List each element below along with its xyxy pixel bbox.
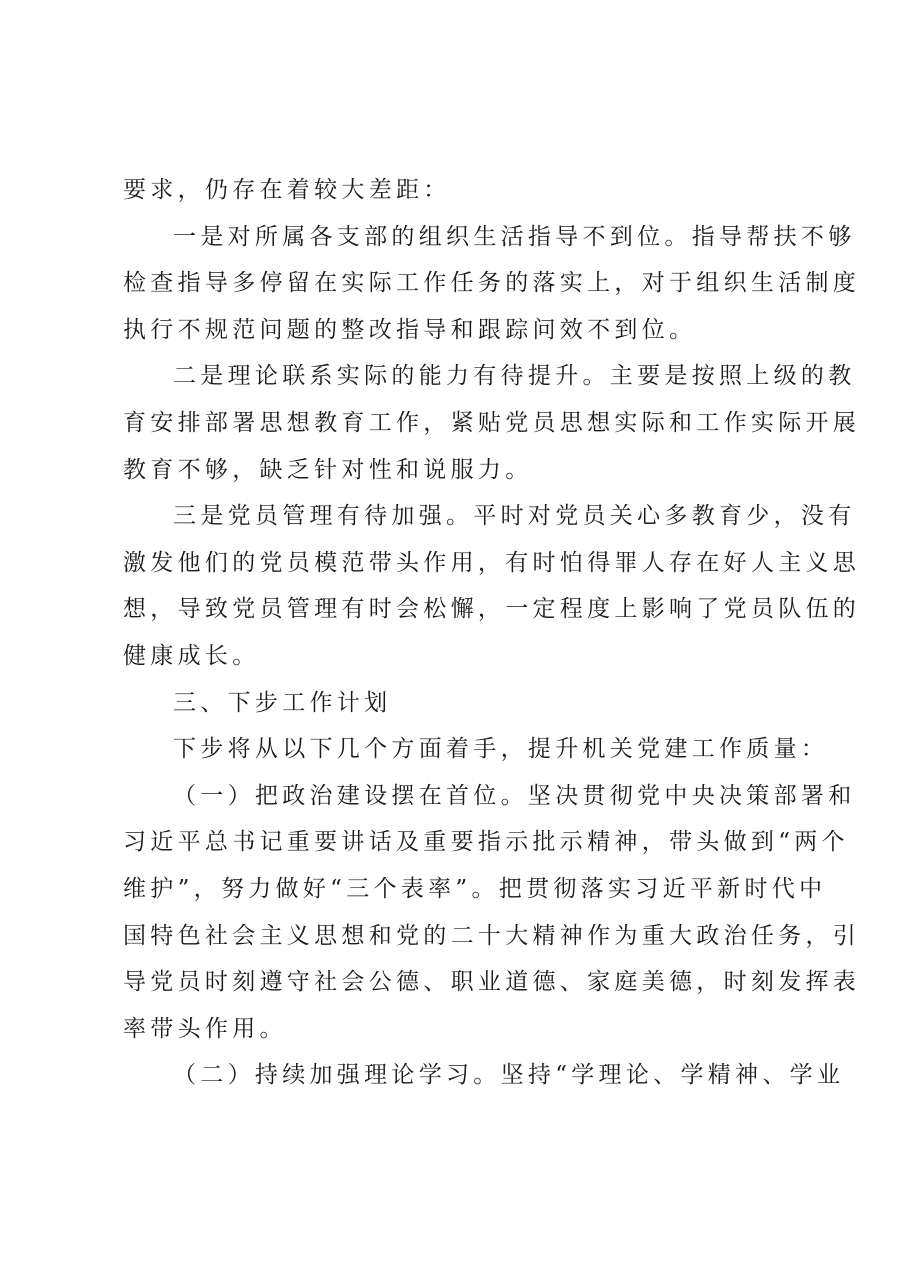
text-line: 要求，仍存在着较大差距：	[123, 177, 451, 203]
text-line: 一是对所属各支部的组织生活指导不到位。指导帮扶不够	[173, 223, 856, 250]
text-line: 下步将从以下几个方面着手，提升机关党建工作质量：	[173, 736, 829, 763]
text-line: 激发他们的党员模范带头作用，有时怕得罪人存在好人主义思	[123, 549, 861, 576]
paragraph	[123, 773, 861, 1053]
paragraph	[123, 726, 829, 773]
text-line: （一）把政治建设摆在首位。坚决贯彻党中央决策部署和	[173, 782, 856, 809]
text-line: 健康成长。	[123, 642, 260, 669]
paragraph	[123, 493, 861, 679]
text-line: 三、下步工作计划	[173, 689, 392, 716]
text-line: 育安排部署思想教育工作，紧贴党员思想实际和工作实际开展	[123, 409, 861, 436]
text-line: 率带头作用。	[123, 1015, 287, 1042]
paragraph	[123, 167, 799, 214]
paragraph	[123, 353, 861, 493]
text-line: 国特色社会主义思想和党的二十大精神作为重大政治任务，引	[123, 922, 861, 949]
text-line: 二是理论联系实际的能力有待提升。主要是按照上级的教	[173, 363, 856, 390]
text-line: （二）持续加强理论学习。坚持“学理论、学精神、学业	[173, 1062, 845, 1089]
paragraph	[123, 680, 799, 727]
text-line: 导党员时刻遵守社会公德、职业道德、家庭美德，时刻发挥表	[123, 969, 861, 996]
text-line: 维护”，努力做好“三个表率”。把贯彻落实习近平新时代中	[123, 875, 827, 902]
paragraph	[123, 214, 861, 354]
paragraph	[123, 1052, 845, 1099]
text-line: 想，导致党员管理有时会松懈，一定程度上影响了党员队伍的	[123, 596, 861, 623]
text-line: 检查指导多停留在实际工作任务的落实上，对于组织生活制度	[123, 270, 861, 297]
text-line: 习近平总书记重要讲话及重要指示批示精神，带头做到“两个	[123, 829, 849, 856]
text-line: 教育不够，缺乏针对性和说服力。	[123, 456, 533, 483]
document-body	[123, 167, 861, 1099]
text-line: 三是党员管理有待加强。平时对党员关心多教育少，没有	[173, 503, 856, 530]
text-line: 执行不规范问题的整改指导和跟踪问效不到位。	[123, 316, 697, 343]
